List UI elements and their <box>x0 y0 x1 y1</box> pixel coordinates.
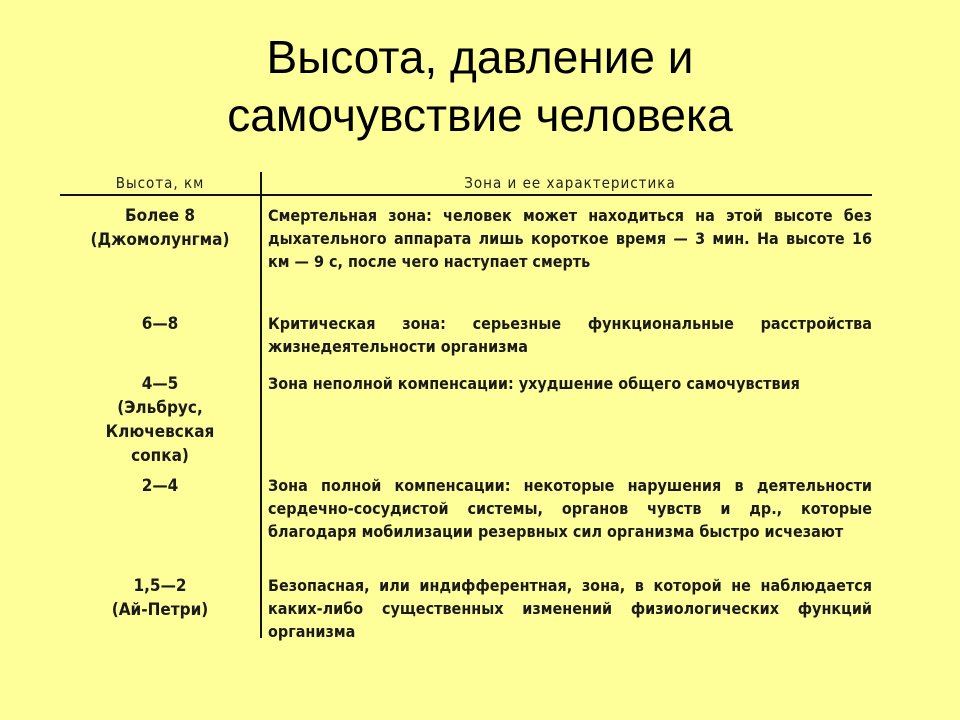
zone-description: Смертельная зона: человек может находиться на этой высоте без дыхательного аппарата лишь короткое время — 3 мин. На высоте 16 км — 9 с, после чего наступает смерть <box>268 206 872 271</box>
column-divider <box>260 172 262 638</box>
header-altitude: Высота, км <box>115 174 205 192</box>
altitude-line: 4—5 <box>141 374 179 394</box>
slide-title-line-1: Высота, давление и <box>266 31 694 83</box>
zone-description: Зона полной компенсации: некоторые нарушения в деятельности сердечно-сосудистой системы, органов чувств и др., которые благодаря мобилизации резервных сил организма быстро исчезают <box>268 476 872 541</box>
altitude-line: Ключевская <box>105 422 215 442</box>
altitude-line: 1,5—2 <box>133 576 187 596</box>
altitude-line: (Джомолунгма) <box>90 230 230 250</box>
zone-description: Безопасная, или индифферентная, зона, в которой не наблюдается каких-либо существенных изменений физиологических функций организма <box>268 576 872 641</box>
zone-description: Зона неполной компенсации: ухудшение общего самочувствия <box>268 374 800 393</box>
slide-title-line-2: самочувствие человека <box>227 89 733 141</box>
altitude-cell <box>60 574 260 622</box>
altitude-line: 6—8 <box>141 314 179 334</box>
altitude-cell <box>60 474 260 498</box>
header-rule <box>60 194 872 196</box>
altitude-line: (Ай-Петри) <box>111 600 209 620</box>
slide-title <box>0 28 960 144</box>
altitude-cell <box>60 312 260 336</box>
altitude-cell <box>60 372 260 468</box>
altitude-line: Более 8 <box>124 206 196 226</box>
altitude-line: 2—4 <box>141 476 179 496</box>
zone-description: Критическая зона: серьезные функциональные расстройства жизнедеятельности организма <box>268 314 872 356</box>
altitude-cell <box>60 204 260 252</box>
header-zone: Зона и ее характеристика <box>464 174 676 192</box>
altitude-line: (Эльбрус, <box>117 398 203 418</box>
altitude-line: сопка) <box>131 446 189 466</box>
